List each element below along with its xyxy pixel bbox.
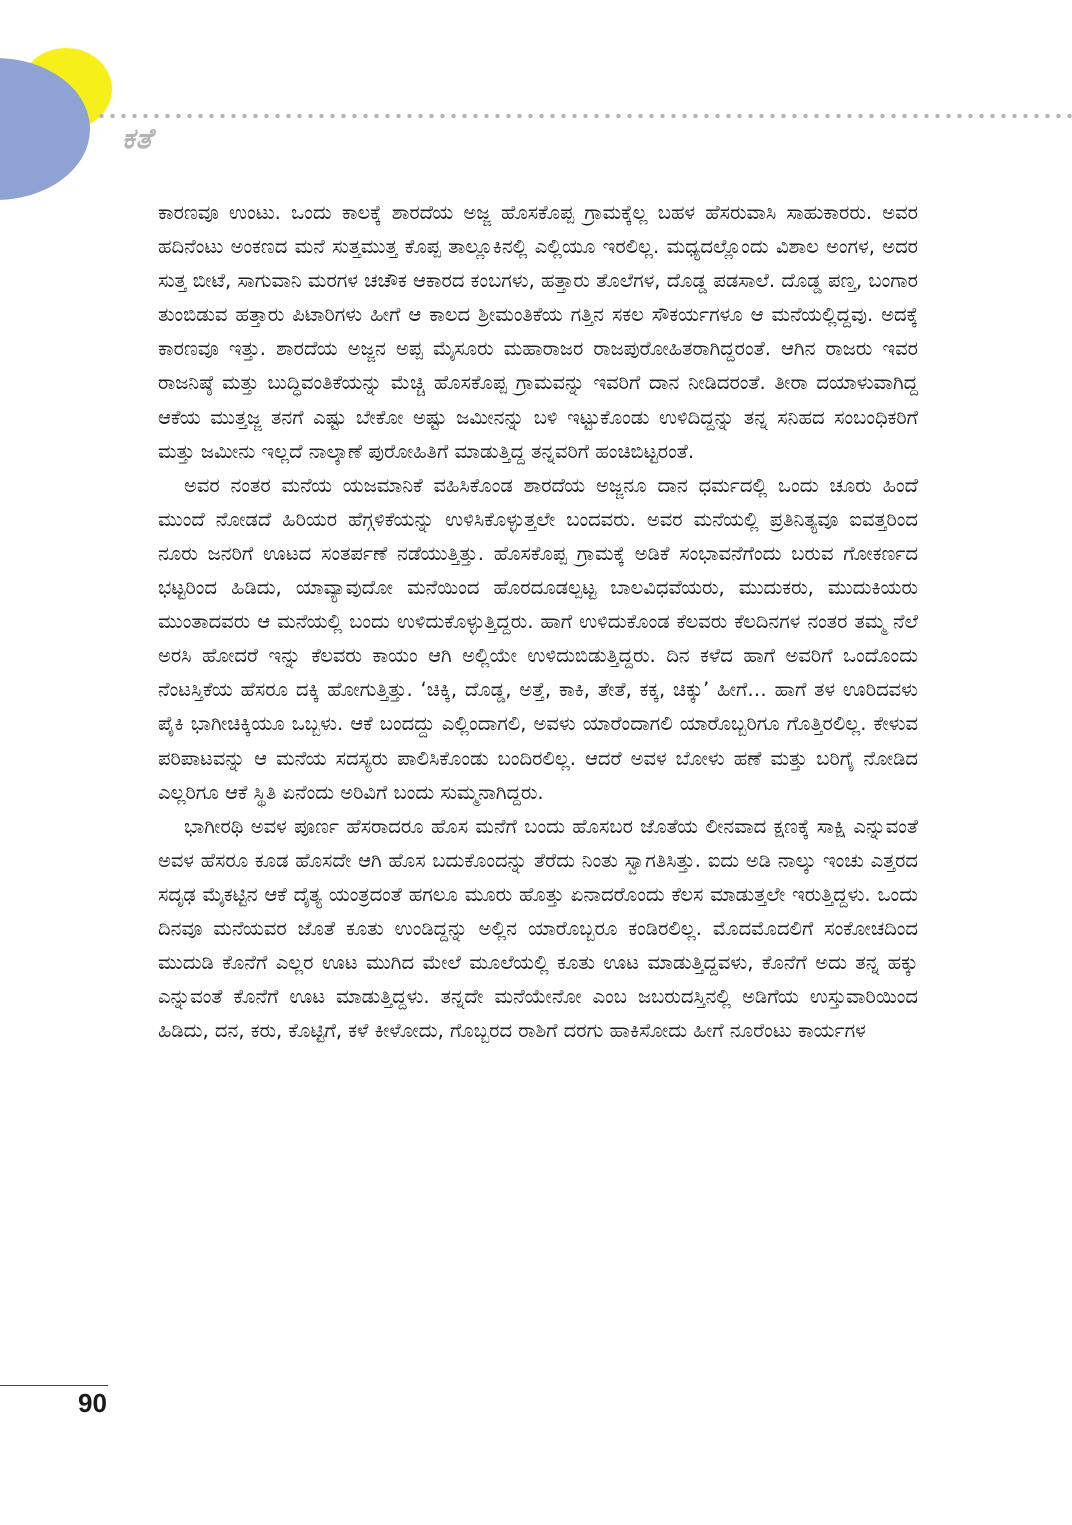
paragraph-1: ಕಾರಣವೂ ಉಂಟು. ಒಂದು ಕಾಲಕ್ಕೆ ಶಾರದೆಯ ಅಜ್ಜ ಹೊಸಕೊಪ್ಪ ಗ್ರಾಮಕ್ಕೆಲ್ಲ ಬಹಳ ಹೆಸರುವಾಸಿ ಸಾಹುಕಾರರು. ಅವರ ಹದಿನೆಂಟು ಅಂಕಣದ ಮನೆ ಸುತ್ತಮುತ್ತ ಕೊಪ್ಪ ತಾಲ್ಲೂಕಿನಲ್ಲಿ ಎಲ್ಲಿಯೂ ಇರಲಿಲ್ಲ. ಮಧ್ಯದಲ್ಲೊಂದು ವಿಶಾಲ ಅಂಗಳ, ಅದರ ಸುತ್ತ ಬೀಟೆ, ಸಾಗುವಾನಿ ಮರಗಳ ಚಚೌಕ ಆಕಾರದ ಕಂಬಗಳು, ಹತ್ತಾರು ತೊಲೆಗಳ, ದೊಡ್ಡ ಪಡಸಾಲೆ. ದೊಡ್ಡ ಪಣ್ತ, ಬಂಗಾರ ತುಂಬಿಡುವ ಹತ್ತಾರು ಪಿಟಾರಿಗಳು ಹೀಗೆ ಆ ಕಾಲದ ಶ್ರೀಮಂತಿಕೆಯ ಗತ್ತಿನ ಸಕಲ ಸೌಕರ್ಯಗಳೂ ಆ ಮನೆಯಲ್ಲಿದ್ದವು. ಅದಕ್ಕೆ ಕಾರಣವೂ ಇತ್ತು. ಶಾರದೆಯ ಅಜ್ಜನ ಅಪ್ಪ ಮೈಸೂರು ಮಹಾರಾಜರ ರಾಜಪುರೋಹಿತರಾಗಿದ್ದರಂತೆ. ಆಗಿನ ರಾಜರು ಇವರ ರಾಜನಿಷ್ಠೆ ಮತ್ತು ಬುದ್ಧಿವಂತಿಕೆಯನ್ನು ಮೆಚ್ಚಿ ಹೊಸಕೊಪ್ಪ ಗ್ರಾಮವನ್ನು ಇವರಿಗೆ ದಾನ ನೀಡಿದರಂತೆ. ತೀರಾ ದಯಾಳುವಾಗಿದ್ದ ಆಕೆಯ ಮುತ್ತಜ್ಜ ತನಗೆ ಎಷ್ಟು ಬೇಕೋ ಅಷ್ಟು ಜಮೀನನ್ನು ಬಳಿ ಇಟ್ಟುಕೊಂಡು ಉಳಿದಿದ್ದನ್ನು ತನ್ನ ಸನಿಹದ ಸಂಬಂಧಿಕರಿಗೆ ಮತ್ತು ಜಮೀನು ಇಲ್ಲದೆ ನಾಲ್ಕಾಣೆ ಪುರೋಹಿತಿಗೆ ಮಾಡುತ್ತಿದ್ದ ತನ್ನವರಿಗೆ ಹಂಚಿಬಿಟ್ಟರಂತೆ. xyxy=(158,201,918,463)
footer-rule xyxy=(0,1385,108,1386)
paragraph-2: ಅವರ ನಂತರ ಮನೆಯ ಯಜಮಾನಿಕೆ ವಹಿಸಿಕೊಂಡ ಶಾರದೆಯ ಅಜ್ಜನೂ ದಾನ ಧರ್ಮದಲ್ಲಿ ಒಂದು ಚೂರು ಹಿಂದೆ ಮುಂದೆ ನೋಡದೆ ಹಿರಿಯರ ಹೆಗ್ಗಳಿಕೆಯನ್ನು ಉಳಿಸಿಕೊಳ್ಳುತ್ತಲೇ ಬಂದವರು. ಅವರ ಮನೆಯಲ್ಲಿ ಪ್ರತಿನಿತ್ಯವೂ ಐವತ್ತರಿಂದ ನೂರು ಜನರಿಗೆ ಊಟದ ಸಂತರ್ಪಣೆ ನಡೆಯುತ್ತಿತ್ತು. ಹೊಸಕೊಪ್ಪ ಗ್ರಾಮಕ್ಕೆ ಅಡಿಕೆ ಸಂಭಾವನೆಗೆಂದು ಬರುವ ಗೋಕರ್ಣದ ಭಟ್ಟರಿಂದ ಹಿಡಿದು, ಯಾವ್ಯಾವುದೋ ಮನೆಯಿಂದ ಹೊರದೂಡಲ್ಪಟ್ಟ ಬಾಲವಿಧವೆಯರು, ಮುದುಕರು, ಮುದುಕಿಯರು ಮುಂತಾದವರು ಆ ಮನೆಯಲ್ಲಿ ಬಂದು ಉಳಿದುಕೊಳ್ಳುತ್ತಿದ್ದರು. ಹಾಗೆ ಉಳಿದುಕೊಂಡ ಕೆಲವರು ಕೆಲದಿನಗಳ ನಂತರ ತಮ್ಮ ನೆಲೆ ಅರಸಿ ಹೋದರೆ ಇನ್ನು ಕೆಲವರು ಕಾಯಂ ಆಗಿ ಅಲ್ಲಿಯೇ ಉಳಿದುಬಿಡುತ್ತಿದ್ದರು. ದಿನ ಕಳೆದ ಹಾಗೆ ಅವರಿಗೆ ಒಂದೊಂದು ನೆಂಟಸ್ತಿಕೆಯ ಹೆಸರೂ ದಕ್ಕಿ ಹೋಗುತ್ತಿತ್ತು. ‘ಚಿಕ್ಕಿ, ದೊಡ್ಡ, ಅತ್ತೆ, ಕಾಕಿ, ತೇತೆ, ಕಕ್ಕ, ಚಿಕ್ಕು’ ಹೀಗೆ… ಹಾಗೆ ತಳ ಊರಿದವಳು ಪೈಕಿ ಭಾಗೀಚಿಕ್ಕಿಯೂ ಒಬ್ಬಳು. ಆಕೆ ಬಂದದ್ದು ಎಲ್ಲಿಂದಾಗಲಿ, ಅವಳು ಯಾರೆಂದಾಗಲಿ ಯಾರೊಬ್ಬರಿಗೂ ಗೊತ್ತಿರಲಿಲ್ಲ. ಕೇಳುವ ಪರಿಪಾಟವನ್ನು ಆ ಮನೆಯ ಸದಸ್ಯರು ಪಾಲಿಸಿಕೊಂಡು ಬಂದಿರಲಿಲ್ಲ. ಆದರೆ ಅವಳ ಬೋಳು ಹಣೆ ಮತ್ತು ಬರಿಗೈ ನೋಡಿದ ಎಲ್ಲರಿಗೂ ಆಕೆ ಸ್ಥಿತಿ ಏನೆಂದು ಅರಿವಿಗೆ ಬಂದು ಸುಮ್ಮನಾಗಿದ್ದರು. xyxy=(158,473,918,804)
story-body xyxy=(158,196,918,1048)
dotted-header-rule xyxy=(96,113,1072,119)
section-label: ಕತೆ xyxy=(122,122,153,155)
page-number: 90 xyxy=(78,1388,107,1418)
paragraph-3: ಭಾಗೀರಥಿ ಅವಳ ಪೂರ್ಣ ಹೆಸರಾದರೂ ಹೊಸ ಮನೆಗೆ ಬಂದು ಹೊಸಬರ ಜೊತೆಯ ಲೀನವಾದ ಕ್ಷಣಕ್ಕೆ ಸಾಕ್ಷಿ ಎನ್ನುವಂತೆ ಅವಳ ಹೆಸರೂ ಕೂಡ ಹೊಸದೇ ಆಗಿ ಹೊಸ ಬದುಕೊಂದನ್ನು ತೆರೆದು ನಿಂತು ಸ್ವಾಗತಿಸಿತ್ತು. ಐದು ಅಡಿ ನಾಲ್ಕು ಇಂಚು ಎತ್ತರದ ಸದೃಢ ಮೈಕಟ್ಟಿನ ಆಕೆ ದೈತ್ಯ ಯಂತ್ರದಂತೆ ಹಗಲೂ ಮೂರು ಹೊತ್ತು ಏನಾದರೊಂದು ಕೆಲಸ ಮಾಡುತ್ತಲೇ ಇರುತ್ತಿದ್ದಳು. ಒಂದು ದಿನವೂ ಮನೆಯವರ ಜೊತೆ ಕೂತು ಉಂಡಿದ್ದನ್ನು ಅಲ್ಲಿನ ಯಾರೊಬ್ಬರೂ ಕಂಡಿರಲಿಲ್ಲ. ಮೊದಮೊದಲಿಗೆ ಸಂಕೋಚದಿಂದ ಮುದುಡಿ ಕೊನೆಗೆ ಎಲ್ಲರ ಊಟ ಮುಗಿದ ಮೇಲೆ ಮೂಲೆಯಲ್ಲಿ ಕೂತು ಊಟ ಮಾಡುತ್ತಿದ್ದವಳು, ಕೊನೆಗೆ ಅದು ತನ್ನ ಹಕ್ಕು ಎನ್ನುವಂತೆ ಕೊನೆಗೆ ಊಟ ಮಾಡುತ್ತಿದ್ದಳು. ತನ್ನದೇ ಮನೆಯೇನೋ ಎಂಬ ಜಬರುದಸ್ತಿನಲ್ಲಿ ಅಡಿಗೆಯ ಉಸ್ತುವಾರಿಯಿಂದ ಹಿಡಿದು, ದನ, ಕರು, ಕೊಟ್ಟಿಗೆ, ಕಳೆ ಕೀಳೋದು, ಗೊಬ್ಬರದ ರಾಶಿಗೆ ದರಗು ಹಾಕಿಸೋದು ಹೀಗೆ ನೂರೆಂಟು ಕಾರ್ಯಗಳ xyxy=(158,814,918,1043)
